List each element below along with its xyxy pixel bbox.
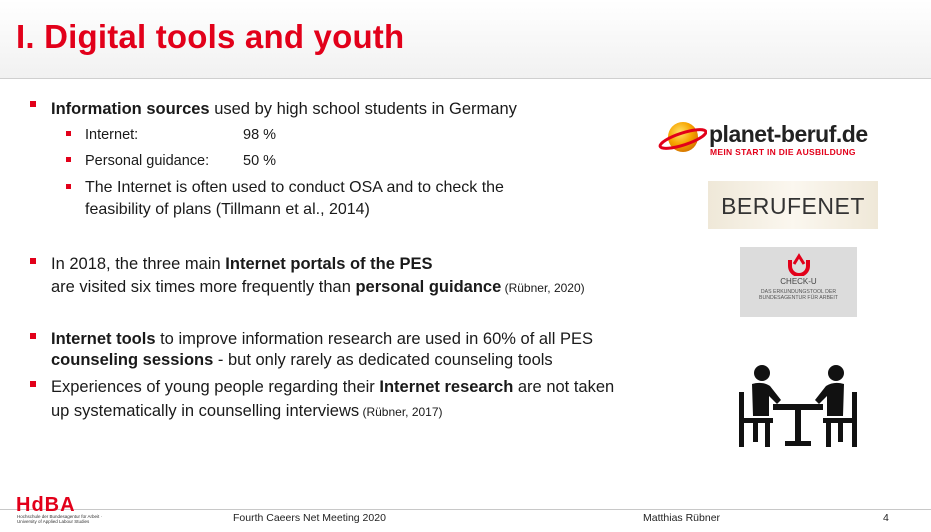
bullet-marker xyxy=(30,258,36,264)
sub-bullet-personal-guidance: Personal guidance: 50 % xyxy=(85,153,277,169)
bullet-internet-tools-line1: Internet tools to improve information research are used in 60% of all PES xyxy=(51,330,593,348)
check-u-icon xyxy=(786,252,812,276)
check-u-desc: DAS ERKUNDUNGSTOOL DER BUNDESAGENTUR FÜR ARBEIT xyxy=(759,289,838,301)
counseling-meeting-icon xyxy=(735,362,861,448)
sub-bullet-osa-line2: feasibility of plans (Tillmann et al., 2014) xyxy=(85,201,370,218)
sub-bullet-osa-line1: The Internet is often used to conduct OSA and to check the xyxy=(85,179,504,196)
sub-bullet-marker xyxy=(66,184,71,189)
footer-author: Matthias Rübner xyxy=(643,512,721,524)
hdba-logo xyxy=(16,494,106,530)
planet-beruf-logo xyxy=(657,115,888,160)
bullet-experiences-line2: up systematically in counselling interviews (Rübner, 2017) xyxy=(51,402,443,420)
bullet-pes-portals-line1: In 2018, the three main Internet portals of the PES xyxy=(51,255,433,273)
check-u-name: CHECK-U xyxy=(780,277,817,286)
bullet-marker xyxy=(30,101,36,107)
planet-beruf-tagline: MEIN START IN DIE AUSBILDUNG xyxy=(710,147,856,157)
bullet-internet-tools-line2: counseling sessions - but only rarely as dedicated counseling tools xyxy=(51,351,553,369)
bullet-pes-portals-line2: are visited six times more frequently than personal guidance (Rübner, 2020) xyxy=(51,278,585,296)
check-u-logo xyxy=(740,247,857,317)
berufenet-name: BERUFENET xyxy=(721,193,865,219)
bullet-information-sources: Information sources used by high school students in Germany xyxy=(51,100,517,118)
sub-bullet-marker xyxy=(66,131,71,136)
page-number: 4 xyxy=(883,512,889,524)
bullet-experiences-line1: Experiences of young people regarding their Internet research are not taken xyxy=(51,378,615,396)
planet-globe-icon xyxy=(657,115,707,160)
footer-divider xyxy=(0,509,931,510)
slide-title: I. Digital tools and youth xyxy=(16,18,405,55)
sub-bullet-marker xyxy=(66,157,71,162)
sub-bullet-internet: Internet: 98 % xyxy=(85,127,277,143)
footer-event: Fourth Caeers Net Meeting 2020 xyxy=(233,512,386,524)
bullet-marker xyxy=(30,333,36,339)
berufenet-logo xyxy=(708,181,878,229)
bullet-marker xyxy=(30,381,36,387)
hdba-logo-sub: Hochschule der Bundesagentur für Arbeit · University of Applied Labour Studies xyxy=(17,514,103,524)
planet-beruf-name: planet-beruf.de xyxy=(709,121,868,147)
title-bar xyxy=(0,0,931,79)
hdba-logo-name: HdBA xyxy=(16,494,76,516)
